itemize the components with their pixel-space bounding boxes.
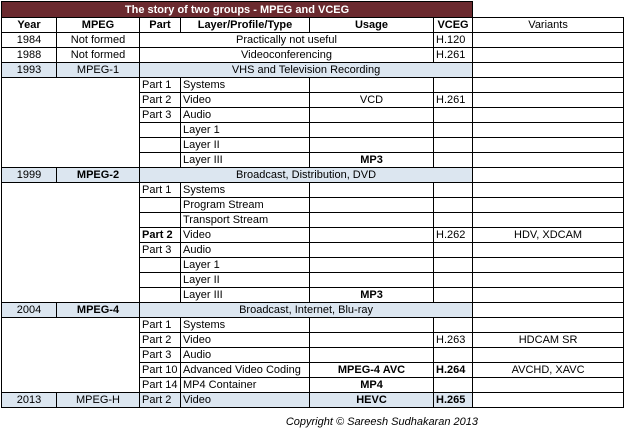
copyright-note: Copyright © Sareesh Sudhakaran 2013 <box>285 416 478 428</box>
mpeg-cell: MPEG-1 <box>57 63 140 78</box>
header-part: Part <box>140 18 181 33</box>
usage-cell: MP3 <box>310 153 434 168</box>
type-cell: Video <box>181 333 310 348</box>
part-cell: Part 3 <box>140 108 181 123</box>
type-cell: Audio <box>181 108 310 123</box>
type-cell: Video <box>181 93 310 108</box>
part-cell: Part 1 <box>140 318 181 333</box>
usage-cell: VHS and Television Recording <box>140 63 473 78</box>
type-cell: Layer 1 <box>181 123 310 138</box>
mpeg-cell: MPEG-4 <box>57 303 140 318</box>
type-cell: Advanced Video Coding <box>181 363 310 378</box>
vceg-cell: H.262 <box>434 228 473 243</box>
type-cell: Audio <box>181 243 310 258</box>
vceg-cell: H.261 <box>434 93 473 108</box>
type-cell: Video <box>181 228 310 243</box>
vceg-cell: H.261 <box>434 48 473 63</box>
vceg-cell: H.263 <box>434 333 473 348</box>
variants-cell: HDCAM SR <box>473 333 624 348</box>
part-cell: Part 14 <box>140 378 181 393</box>
type-cell: Systems <box>181 318 310 333</box>
usage-cell: Broadcast, Internet, Blu-ray <box>140 303 473 318</box>
header-mpeg: MPEG <box>57 18 140 33</box>
table-row <box>2 168 624 183</box>
year-cell: 1984 <box>2 33 57 48</box>
usage-cell: HEVC <box>310 393 434 408</box>
mpeg-vceg-table <box>1 1 624 408</box>
type-cell: Layer III <box>181 153 310 168</box>
year-cell: 1988 <box>2 48 57 63</box>
mpeg-cell: Not formed <box>57 33 140 48</box>
header-layer-profile-type: Layer/Profile/Type <box>181 18 310 33</box>
table-row <box>2 78 624 93</box>
year-cell: 2013 <box>2 393 57 408</box>
part-cell: Part 2 <box>140 393 181 408</box>
part-cell: Part 2 <box>140 93 181 108</box>
table-row <box>2 48 624 63</box>
vceg-cell: H.264 <box>434 363 473 378</box>
part-cell: Part 2 <box>140 333 181 348</box>
year-cell: 1993 <box>2 63 57 78</box>
type-cell: MP4 Container <box>181 378 310 393</box>
mpeg-cell: Not formed <box>57 48 140 63</box>
type-cell: Systems <box>181 78 310 93</box>
type-cell: Layer II <box>181 138 310 153</box>
type-cell: Layer II <box>181 273 310 288</box>
part-cell: Part 2 <box>140 228 181 243</box>
table-row <box>2 33 624 48</box>
type-cell: Layer III <box>181 288 310 303</box>
part-cell: Part 1 <box>140 183 181 198</box>
year-cell: 1999 <box>2 168 57 183</box>
table-row <box>2 183 624 198</box>
part-cell: Part 3 <box>140 243 181 258</box>
part-cell: Part 10 <box>140 363 181 378</box>
part-cell: Part 3 <box>140 348 181 363</box>
type-cell: Program Stream <box>181 198 310 213</box>
usage-cell: MP3 <box>310 288 434 303</box>
variants-cell: AVCHD, XAVC <box>473 363 624 378</box>
table-row <box>2 393 624 408</box>
usage-cell: Practically not useful <box>140 33 434 48</box>
year-cell: 2004 <box>2 303 57 318</box>
mpeg-cell: MPEG-H <box>57 393 140 408</box>
usage-cell: MPEG-4 AVC <box>310 363 434 378</box>
header-vceg: VCEG <box>434 18 473 33</box>
variants-cell: HDV, XDCAM <box>473 228 624 243</box>
type-cell: Layer 1 <box>181 258 310 273</box>
usage-cell: MP4 <box>310 378 434 393</box>
type-cell: Systems <box>181 183 310 198</box>
type-cell: Video <box>181 393 310 408</box>
usage-cell: Videoconferencing <box>140 48 434 63</box>
table-row <box>2 303 624 318</box>
vceg-cell: H.265 <box>434 393 473 408</box>
vceg-cell: H.120 <box>434 33 473 48</box>
header-year: Year <box>2 18 57 33</box>
mpeg-cell: MPEG-2 <box>57 168 140 183</box>
type-cell: Transport Stream <box>181 213 310 228</box>
usage-cell: Broadcast, Distribution, DVD <box>140 168 473 183</box>
table-title: The story of two groups - MPEG and VCEG <box>2 2 473 18</box>
header-variants: Variants <box>473 18 624 33</box>
type-cell: Audio <box>181 348 310 363</box>
part-cell: Part 1 <box>140 78 181 93</box>
usage-cell: VCD <box>310 93 434 108</box>
table-row <box>2 318 624 333</box>
header-usage: Usage <box>310 18 434 33</box>
table-row <box>2 63 624 78</box>
